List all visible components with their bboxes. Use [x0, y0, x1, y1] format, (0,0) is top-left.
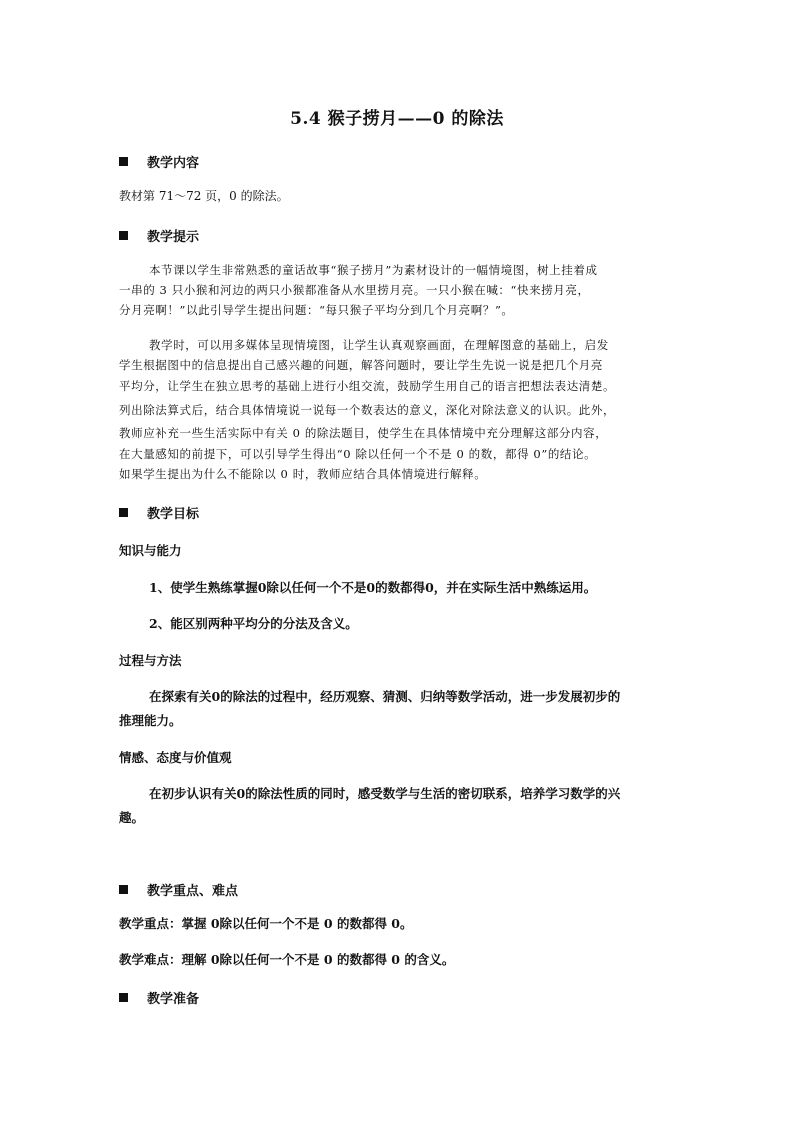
square-bullet-icon [119, 157, 128, 166]
hints-p1-line: 一串的 3 只小猴和河边的两只小猴都准备从水里捞月亮。一只小猴在喊：“快来捞月亮， [119, 283, 590, 297]
hints-p2-line: 平均分，让学生在独立思考的基础上进行小组交流，鼓励学生用自己的语言把想法表达清楚。 [119, 379, 616, 393]
goals-process-line: 在探索有关0的除法的过程中，经历观察、猜测、归纳等数学活动，进一步发展初步的 [149, 689, 621, 704]
section-heading-keypoints [119, 880, 238, 899]
square-bullet-icon [119, 508, 128, 517]
square-bullet-icon [119, 993, 128, 1002]
goals-subheading-emotion: 情感、态度与价值观 [119, 750, 232, 765]
hints-p2-line: 教学时，可以用多媒体呈现情境图，让学生认真观察画面，在理解图意的基础上，启发 [149, 338, 609, 352]
section-heading-content [119, 152, 199, 171]
hints-p1-line: 分月亮啊！”以此引导学生提出问题：“每只猴子平均分到几个月亮啊？”。 [119, 303, 514, 317]
hints-p1-line: 本节课以学生非常熟悉的童话故事“猴子捞月”为素材设计的一幅情境图，树上挂着成 [149, 263, 598, 277]
section-heading-text: 教学重点、难点 [147, 884, 239, 899]
section-heading-text: 教学提示 [147, 230, 200, 245]
goals-process-line: 推理能力。 [119, 713, 182, 728]
square-bullet-icon [119, 885, 128, 894]
section-heading-goals [119, 503, 199, 522]
section-heading-prep [119, 988, 199, 1007]
hints-p2-line: 在大量感知的前提下，可以引导学生得出“0 除以任何一个不是 0 的数，都得 0”的结论。 [119, 447, 597, 461]
hints-p2-line: 学生根据图中的信息提出自己感兴趣的问题，解答问题时，要让学生先说一说是把几个月亮 [119, 358, 603, 372]
goals-subheading-process: 过程与方法 [119, 653, 182, 668]
goals-emotion-line: 在初步认识有关0的除法性质的同时，感受数学与生活的密切联系，培养学习数学的兴 [149, 786, 621, 801]
goals-subheading-knowledge: 知识与能力 [119, 543, 182, 558]
section-heading-text: 教学内容 [147, 156, 200, 171]
document-title: 5.4 猴子捞月——0 的除法 [290, 109, 504, 129]
hints-p2-line: 教师应补充一些生活实际中有关 0 的除法题目，使学生在具体情境中充分理解这部分内容， [119, 426, 608, 440]
goals-item-1: 1、使学生熟练掌握0除以任何一个不是0的数都得0，并在实际生活中熟练运用。 [149, 580, 597, 595]
hints-p2-line: 如果学生提出为什么不能除以 0 时，教师应结合具体情境进行解释。 [119, 467, 487, 481]
hints-p2-line: 列出除法算式后，结合具体情境说一说每一个数表达的意义，深化对除法意义的认识。此外， [119, 403, 616, 417]
section-heading-text: 教学准备 [147, 992, 200, 1007]
section-heading-text: 教学目标 [147, 507, 200, 522]
keypoints-focus: 教学重点：掌握 0除以任何一个不是 0 的数都得 0。 [119, 916, 413, 931]
goals-item-2: 2、能区别两种平均分的分法及含义。 [149, 616, 358, 631]
square-bullet-icon [119, 231, 128, 240]
section-heading-hints [119, 226, 199, 245]
keypoints-difficulty: 教学难点：理解 0除以任何一个不是 0 的数都得 0 的含义。 [119, 952, 455, 967]
goals-emotion-line: 趣。 [119, 810, 145, 825]
content-text: 教材第 71～72 页，0 的除法。 [119, 189, 289, 203]
